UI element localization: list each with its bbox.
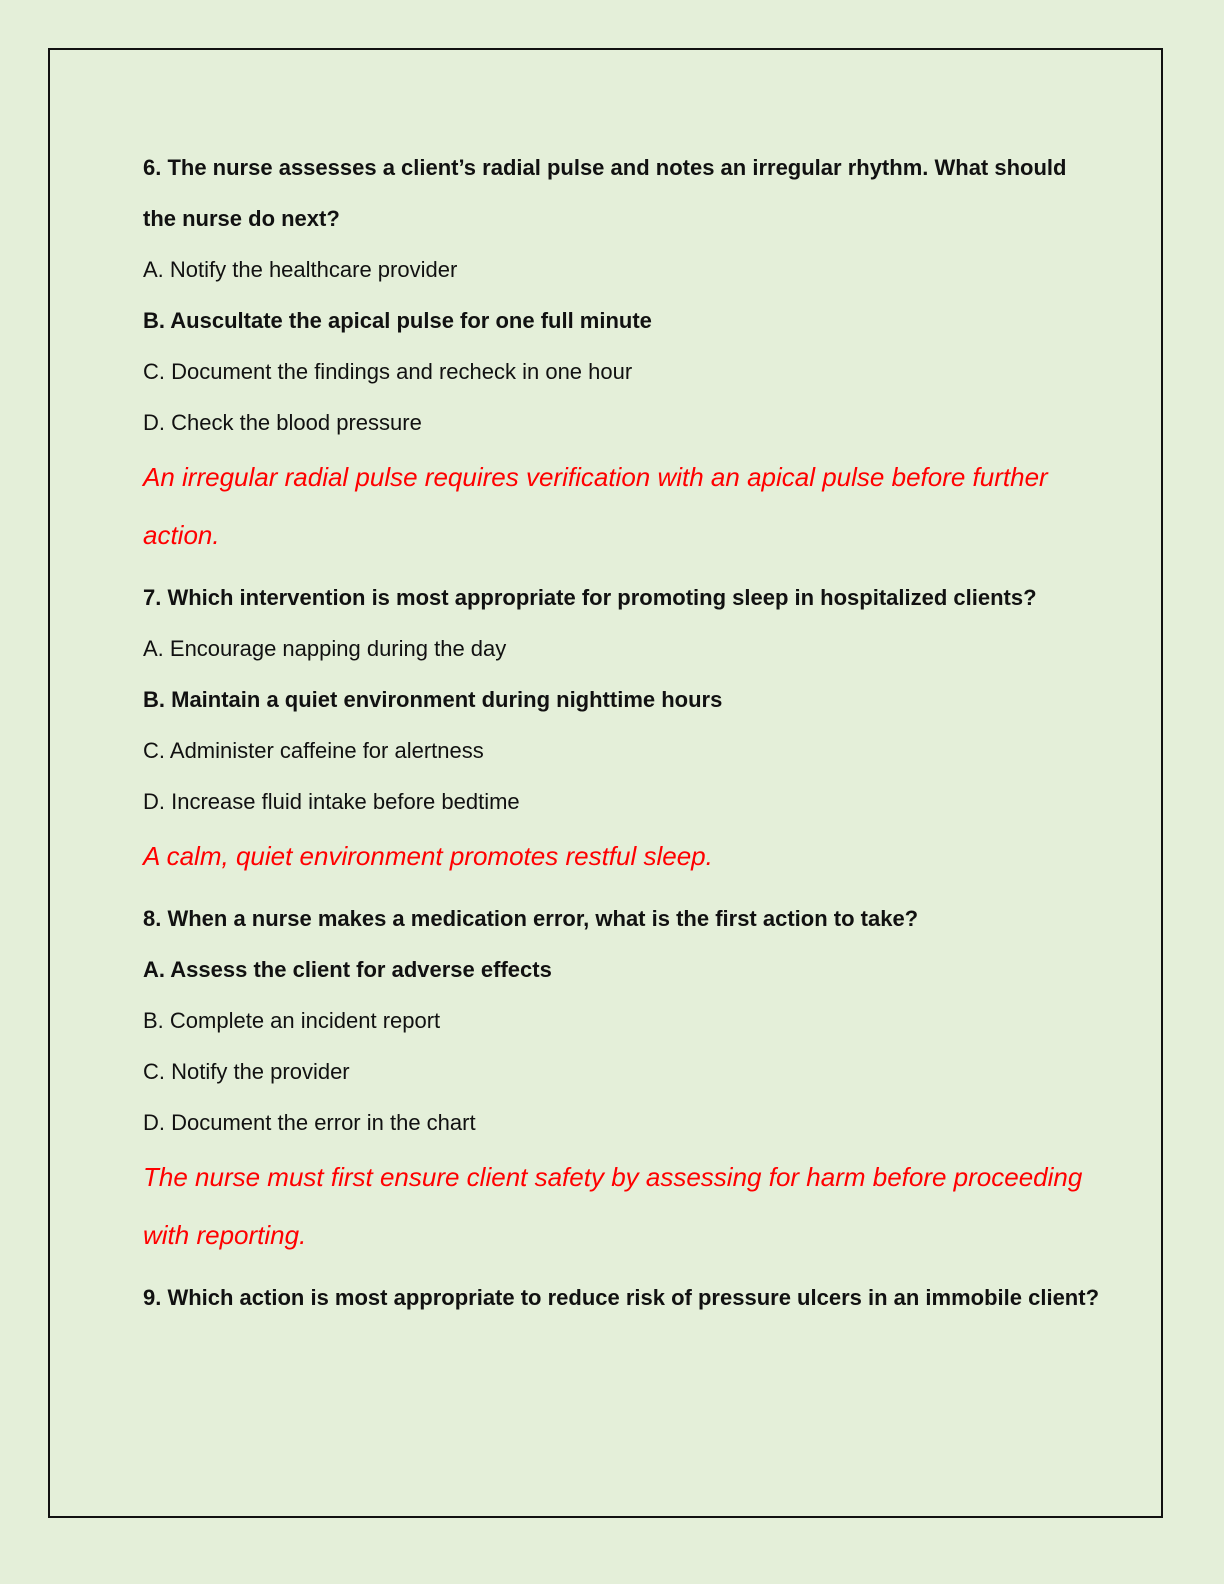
question-text: 9. Which action is most appropriate to reduce risk of pressure ulcers in an immobile client?: [143, 1285, 1100, 1310]
answer-explanation: The nurse must first ensure client safety by assessing for harm before proceeding with reporting.: [143, 1162, 1083, 1250]
answer-explanation: An irregular radial pulse requires verification with an apical pulse before further action.: [143, 462, 1048, 550]
answer-explanation: A calm, quiet environment promotes restful sleep.: [143, 841, 713, 871]
correct-answer-option: B. Maintain a quiet environment during nighttime hours: [143, 687, 723, 712]
correct-answer-option: A. Assess the client for adverse effects: [143, 957, 552, 982]
answer-option: B. Complete an incident report: [143, 1008, 441, 1033]
question-text: 8. When a nurse makes a medication error, what is the first action to take?: [143, 906, 919, 931]
answer-option: C. Administer caffeine for alertness: [143, 738, 484, 763]
answer-option: A. Notify the healthcare provider: [143, 257, 458, 282]
answer-option: D. Increase fluid intake before bedtime: [143, 789, 520, 814]
answer-option: A. Encourage napping during the day: [143, 636, 507, 661]
answer-option: C. Document the findings and recheck in one hour: [143, 359, 633, 384]
answer-option: D. Check the blood pressure: [143, 410, 422, 435]
correct-answer-option: B. Auscultate the apical pulse for one full minute: [143, 308, 652, 333]
question-text: 7. Which intervention is most appropriate for promoting sleep in hospitalized clients?: [143, 585, 1037, 610]
question-list: [143, 142, 1103, 1323]
answer-option: C. Notify the provider: [143, 1059, 350, 1084]
answer-option: D. Document the error in the chart: [143, 1110, 476, 1135]
question-text: 6. The nurse assesses a client’s radial pulse and notes an irregular rhythm. What should the nurse do next?: [143, 155, 1067, 231]
